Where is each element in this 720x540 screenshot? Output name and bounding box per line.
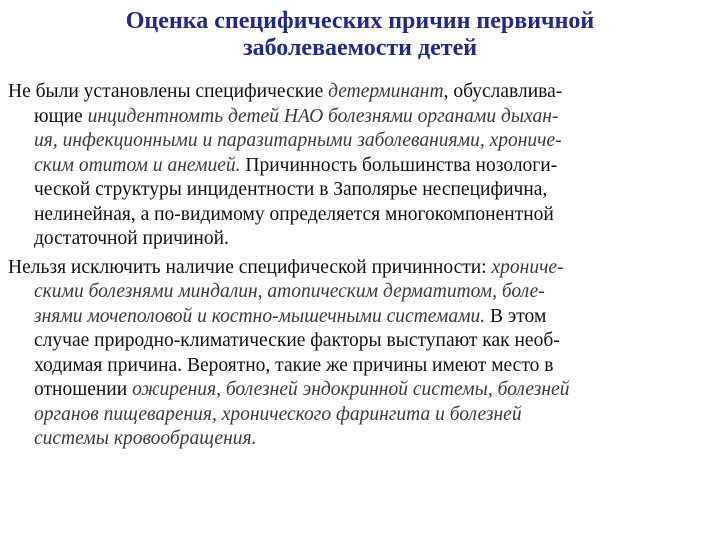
- italic-text: ожирения, болезней эндокринной системы, болезней: [132, 379, 570, 400]
- italic-text: органов пищеварения, хронического фарингита и болезней: [34, 403, 522, 425]
- text-run: Причинность большинства нозологи-: [240, 154, 558, 176]
- italic-text: скими болезнями миндалин, атопическим дерматитом, боле-: [34, 281, 545, 302]
- text-run: ющие: [34, 105, 88, 127]
- text-line: [8, 129, 714, 154]
- text-line: [8, 178, 714, 203]
- text-line: [8, 256, 714, 281]
- italic-text: ия, инфекционными и паразитарными заболеваниями, хрониче-: [34, 130, 562, 151]
- italic-text: хрониче-: [491, 256, 564, 278]
- text-line: [8, 154, 714, 179]
- text-line: [8, 280, 714, 305]
- paragraph: [8, 256, 714, 452]
- text-run: ходимая причина. Вероятно, такие же причины имеют место в: [34, 354, 554, 376]
- slide-body: [8, 80, 714, 456]
- text-run: Не были установлены специфические: [8, 81, 329, 102]
- text-line: [8, 305, 714, 330]
- text-line: [8, 105, 714, 130]
- italic-text: знями мочеполовой и костно-мышечными системами.: [34, 305, 486, 327]
- text-run: достаточной причиной.: [34, 228, 229, 249]
- text-run: отношении: [34, 379, 133, 400]
- italic-text: инцидентномть детей НАО болезнями органами дыхан-: [87, 105, 559, 127]
- text-run: случае природно-климатические факторы выступают как необ-: [34, 330, 560, 351]
- text-line: [8, 427, 714, 452]
- text-line: [8, 227, 714, 252]
- text-line: [8, 329, 714, 354]
- italic-text: системы кровообращения.: [34, 428, 257, 449]
- text-line: [8, 203, 714, 228]
- text-line: [8, 80, 714, 105]
- slide-title: [0, 8, 720, 62]
- text-run: нелинейная, а по-видимому определяется многокомпонентной: [34, 203, 554, 225]
- text-line: [8, 403, 714, 428]
- text-run: Нельзя исключить наличие специфической причинности:: [8, 256, 492, 278]
- title-line-2: заболеваемости детей: [242, 35, 478, 61]
- italic-text: детерминант: [328, 81, 444, 102]
- italic-text: ским отитом и анемией.: [34, 154, 241, 176]
- text-run: В этом: [485, 305, 547, 327]
- text-run: , обуславлива-: [443, 81, 563, 102]
- text-line: [8, 354, 714, 379]
- title-line-1: Оценка специфических причин первичной: [125, 8, 595, 34]
- text-line: [8, 378, 714, 403]
- text-run: ческой структуры инцидентности в Заполярье неспецифична,: [34, 179, 548, 200]
- paragraph: [8, 80, 714, 252]
